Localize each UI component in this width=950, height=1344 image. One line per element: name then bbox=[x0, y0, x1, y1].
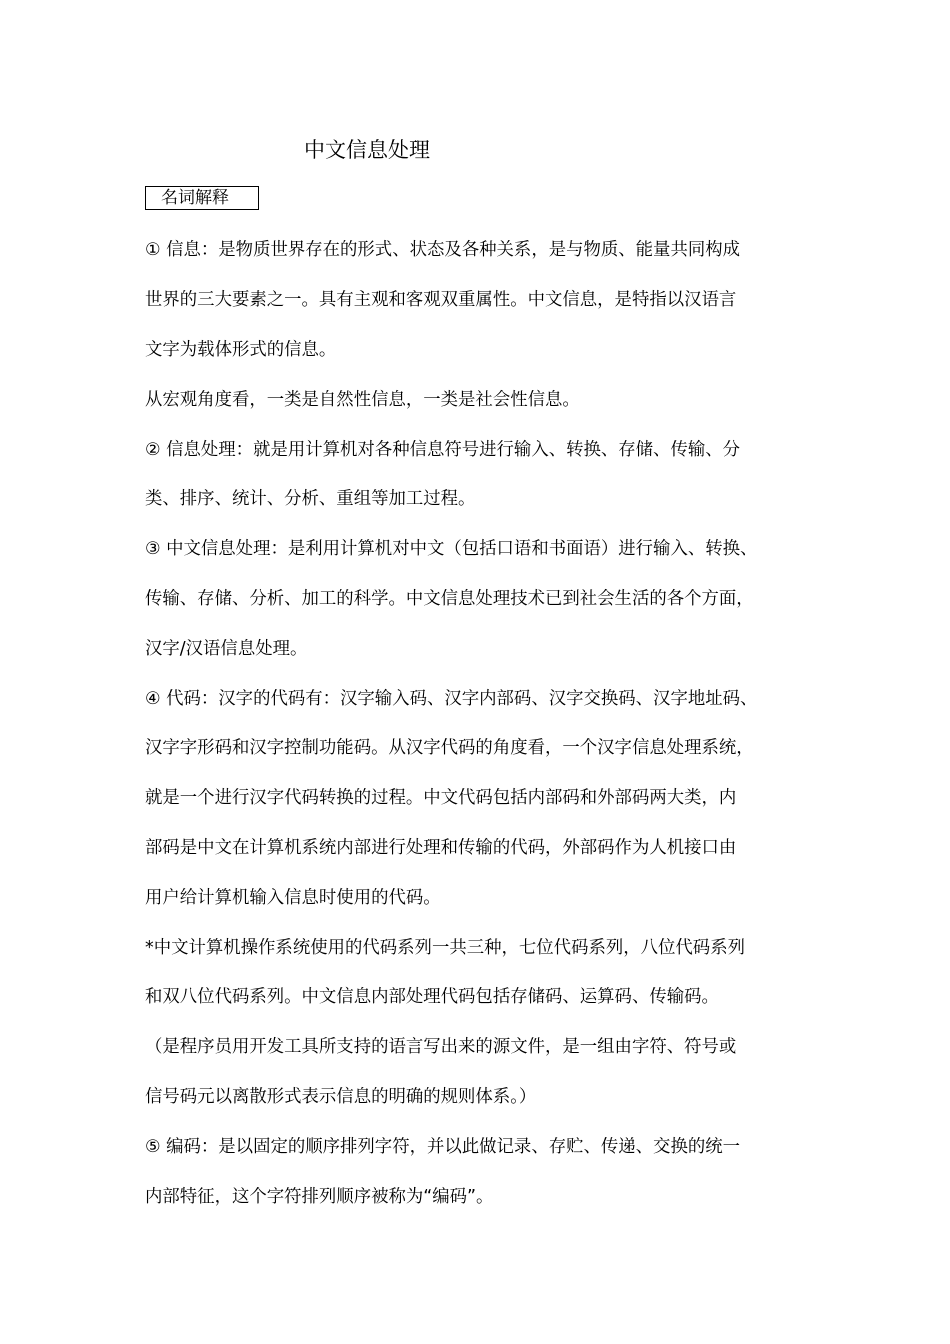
paragraph-line: 和双八位代码系列。中文信息内部处理代码包括存储码、运算码、传输码。 bbox=[145, 987, 719, 1007]
paragraph-line: （是程序员用开发工具所支持的语言写出来的源文件，是一组由字符、符号或 bbox=[145, 1037, 737, 1057]
paragraph-line: ⑤ 编码：是以固定的顺序排列字符，并以此做记录、存贮、传递、交换的统一 bbox=[145, 1137, 741, 1157]
paragraph-line: 汉字/汉语信息处理。 bbox=[145, 639, 308, 659]
paragraph-line: 传输、存储、分析、加工的科学。中文信息处理技术已到社会生活的各个方面， bbox=[145, 589, 754, 609]
paragraph-line: 内部特征，这个字符排列顺序被称为“编码”。 bbox=[145, 1187, 494, 1207]
paragraph-line: 类、排序、统计、分析、重组等加工过程。 bbox=[145, 489, 476, 509]
paragraph-line: 文字为载体形式的信息。 bbox=[145, 340, 337, 360]
paragraph-line: 汉字字形码和汉字控制功能码。从汉字代码的角度看，一个汉字信息处理系统， bbox=[145, 738, 754, 758]
paragraph-line: ② 信息处理：就是用计算机对各种信息符号进行输入、转换、存储、传输、分 bbox=[145, 440, 741, 460]
paragraph-line: 用户给计算机输入信息时使用的代码。 bbox=[145, 888, 441, 908]
paragraph-line: 部码是中文在计算机系统内部进行处理和传输的代码，外部码作为人机接口由 bbox=[145, 838, 737, 858]
paragraph-line: 就是一个进行汉字代码转换的过程。中文代码包括内部码和外部码两大类，内 bbox=[145, 788, 737, 808]
paragraph-line: *中文计算机操作系统使用的代码系列一共三种，七位代码系列，八位代码系列 bbox=[145, 938, 745, 958]
paragraph-line: 世界的三大要素之一。具有主观和客观双重属性。中文信息，是特指以汉语言 bbox=[145, 290, 737, 310]
paragraph-line: ③ 中文信息处理：是利用计算机对中文（包括口语和书面语）进行输入、转换、 bbox=[145, 539, 758, 559]
paragraph-line: ④ 代码：汉字的代码有：汉字输入码、汉字内部码、汉字交换码、汉字地址码、 bbox=[145, 689, 758, 709]
paragraph-line: 信号码元以离散形式表示信息的明确的规则体系。） bbox=[145, 1087, 537, 1107]
page-title: 中文信息处理 bbox=[304, 138, 430, 162]
paragraph-line: ① 信息：是物质世界存在的形式、状态及各种关系，是与物质、能量共同构成 bbox=[145, 240, 741, 260]
paragraph-line: 从宏观角度看，一类是自然性信息，一类是社会性信息。 bbox=[145, 390, 580, 410]
section-label-box: 名词解释 bbox=[145, 186, 259, 210]
